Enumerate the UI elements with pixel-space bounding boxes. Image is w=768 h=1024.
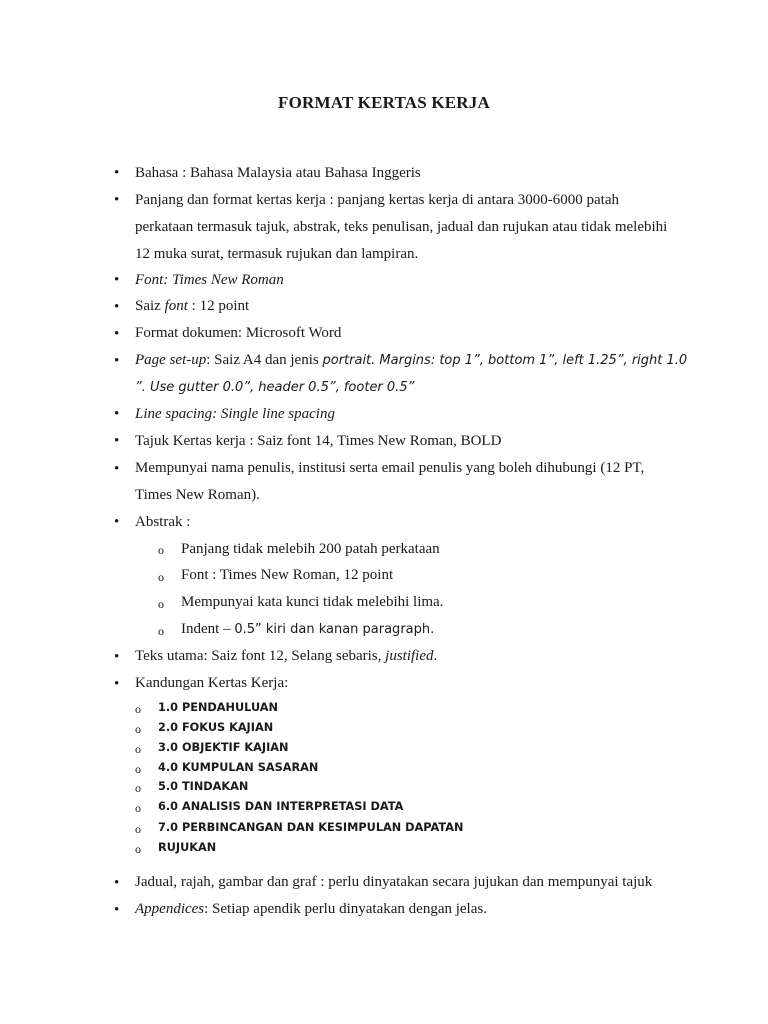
abstrak-sub-item: Mempunyai kata kunci tidak melebihi lima.: [181, 594, 444, 610]
item-jadual: Jadual, rajah, gambar dan graf : perlu dinyatakan secara jujukan dan mempunyai tajuk: [135, 874, 653, 890]
bullet: •: [114, 875, 120, 891]
kandungan-sub-item: 6.0 ANALISIS DAN INTERPRETASI DATA: [158, 800, 404, 813]
sub-bullet: o: [135, 762, 141, 776]
abstrak-sub-item: Panjang tidak melebih 200 patah perkataan: [181, 541, 440, 557]
item-bahasa: Bahasa : Bahasa Malaysia atau Bahasa Inggeris: [135, 165, 421, 181]
item-font-text: Font: Times New Roman: [135, 272, 284, 288]
kandungan-sub-item: 3.0 OBJEKTIF KAJIAN: [158, 741, 289, 754]
sub-bullet: o: [135, 702, 141, 716]
teks-utama-italic: justified: [385, 648, 434, 664]
bullet: •: [114, 461, 120, 477]
sub-bullet: o: [135, 822, 141, 836]
item-page-setup-mid: : Saiz A4 dan jenis: [206, 352, 323, 368]
item-saiz: [135, 297, 249, 315]
sub-bullet: o: [135, 722, 141, 736]
item-teks-utama: [135, 647, 437, 665]
item-panjang-line1: Panjang dan format kertas kerja : panjang kertas kerja di antara 3000-6000 patah: [135, 192, 619, 208]
bullet: •: [114, 326, 120, 342]
bullet: •: [114, 272, 120, 288]
item-appendices: [135, 900, 487, 918]
sub-bullet: o: [135, 781, 141, 795]
bullet: •: [114, 676, 120, 692]
sub-bullet: o: [158, 543, 164, 557]
bullet: •: [114, 165, 120, 181]
kandungan-sub-item: 1.0 PENDAHULUAN: [158, 701, 278, 714]
indent-prefix: Indent –: [181, 621, 235, 637]
item-nama-line1: Mempunyai nama penulis, institusi serta email penulis yang boleh dihubungi (12 PT,: [135, 460, 645, 476]
kandungan-sub-item: 2.0 FOKUS KAJIAN: [158, 721, 274, 734]
item-tajuk: Tajuk Kertas kerja : Saiz font 14, Times New Roman, BOLD: [135, 433, 502, 449]
teks-utama-suffix: .: [433, 648, 438, 664]
item-panjang-line2: perkataan termasuk tajuk, abstrak, teks penulisan, jadual dan rujukan atau tidak melebihi: [135, 219, 668, 235]
kandungan-sub-item: RUJUKAN: [158, 841, 217, 854]
sub-bullet: o: [158, 624, 164, 638]
sub-bullet: o: [158, 597, 164, 611]
bullet: •: [114, 649, 120, 665]
document-title: FORMAT KERTAS KERJA: [278, 93, 490, 112]
item-saiz-suffix: : 12 point: [187, 298, 250, 314]
bullet: •: [114, 353, 120, 369]
bullet: •: [114, 514, 120, 530]
item-page-setup-rest: portrait. Margins: top 1”, bottom 1”, left 1.25”, right 1.0: [322, 353, 688, 368]
kandungan-sub-item: 7.0 PERBINCANGAN DAN KESIMPULAN DAPATAN: [158, 821, 464, 834]
item-page-setup-rest-2: ”. Use gutter 0.0”, header 0.5”, footer 0.5”: [135, 380, 415, 395]
item-line-spacing: [135, 405, 335, 423]
bullet: •: [114, 433, 120, 449]
sub-bullet: o: [158, 570, 164, 584]
item-page-setup-label: Page set-up: [135, 352, 207, 368]
item-abstrak: Abstrak :: [135, 514, 191, 530]
bullet: •: [114, 902, 120, 918]
indent-rest: 0.5” kiri dan kanan paragraph.: [234, 622, 435, 637]
appendices-rest: : Setiap apendik perlu dinyatakan dengan jelas.: [204, 901, 487, 917]
teks-utama-prefix: Teks utama: Saiz font 12, Selang sebaris,: [135, 648, 386, 664]
item-panjang-line3: 12 muka surat, termasuk rujukan dan lampiran.: [135, 246, 419, 262]
item-format-dokumen: Format dokumen: Microsoft Word: [135, 325, 342, 341]
item-font: [135, 271, 284, 289]
sub-bullet: o: [135, 842, 141, 856]
item-kandungan: Kandungan Kertas Kerja:: [135, 675, 289, 691]
bullet: •: [114, 406, 120, 422]
appendices-label: Appendices: [135, 901, 205, 917]
kandungan-sub-item: 4.0 KUMPULAN SASARAN: [158, 761, 319, 774]
abstrak-sub-item: Font : Times New Roman, 12 point: [181, 567, 394, 583]
item-saiz-font-word: font: [164, 298, 188, 314]
item-nama-line2: Times New Roman).: [135, 487, 260, 503]
item-page-setup-line2: [135, 378, 414, 397]
kandungan-sub-item: 5.0 TINDAKAN: [158, 780, 249, 793]
bullet: •: [114, 192, 120, 208]
item-saiz-prefix: Saiz: [135, 298, 165, 314]
sub-bullet: o: [135, 742, 141, 756]
item-line-spacing-text: Line spacing: Single line spacing: [135, 406, 335, 422]
item-page-setup-line1: [135, 351, 687, 370]
abstrak-sub-item-indent: [181, 620, 434, 639]
bullet: •: [114, 299, 120, 315]
sub-bullet: o: [135, 801, 141, 815]
